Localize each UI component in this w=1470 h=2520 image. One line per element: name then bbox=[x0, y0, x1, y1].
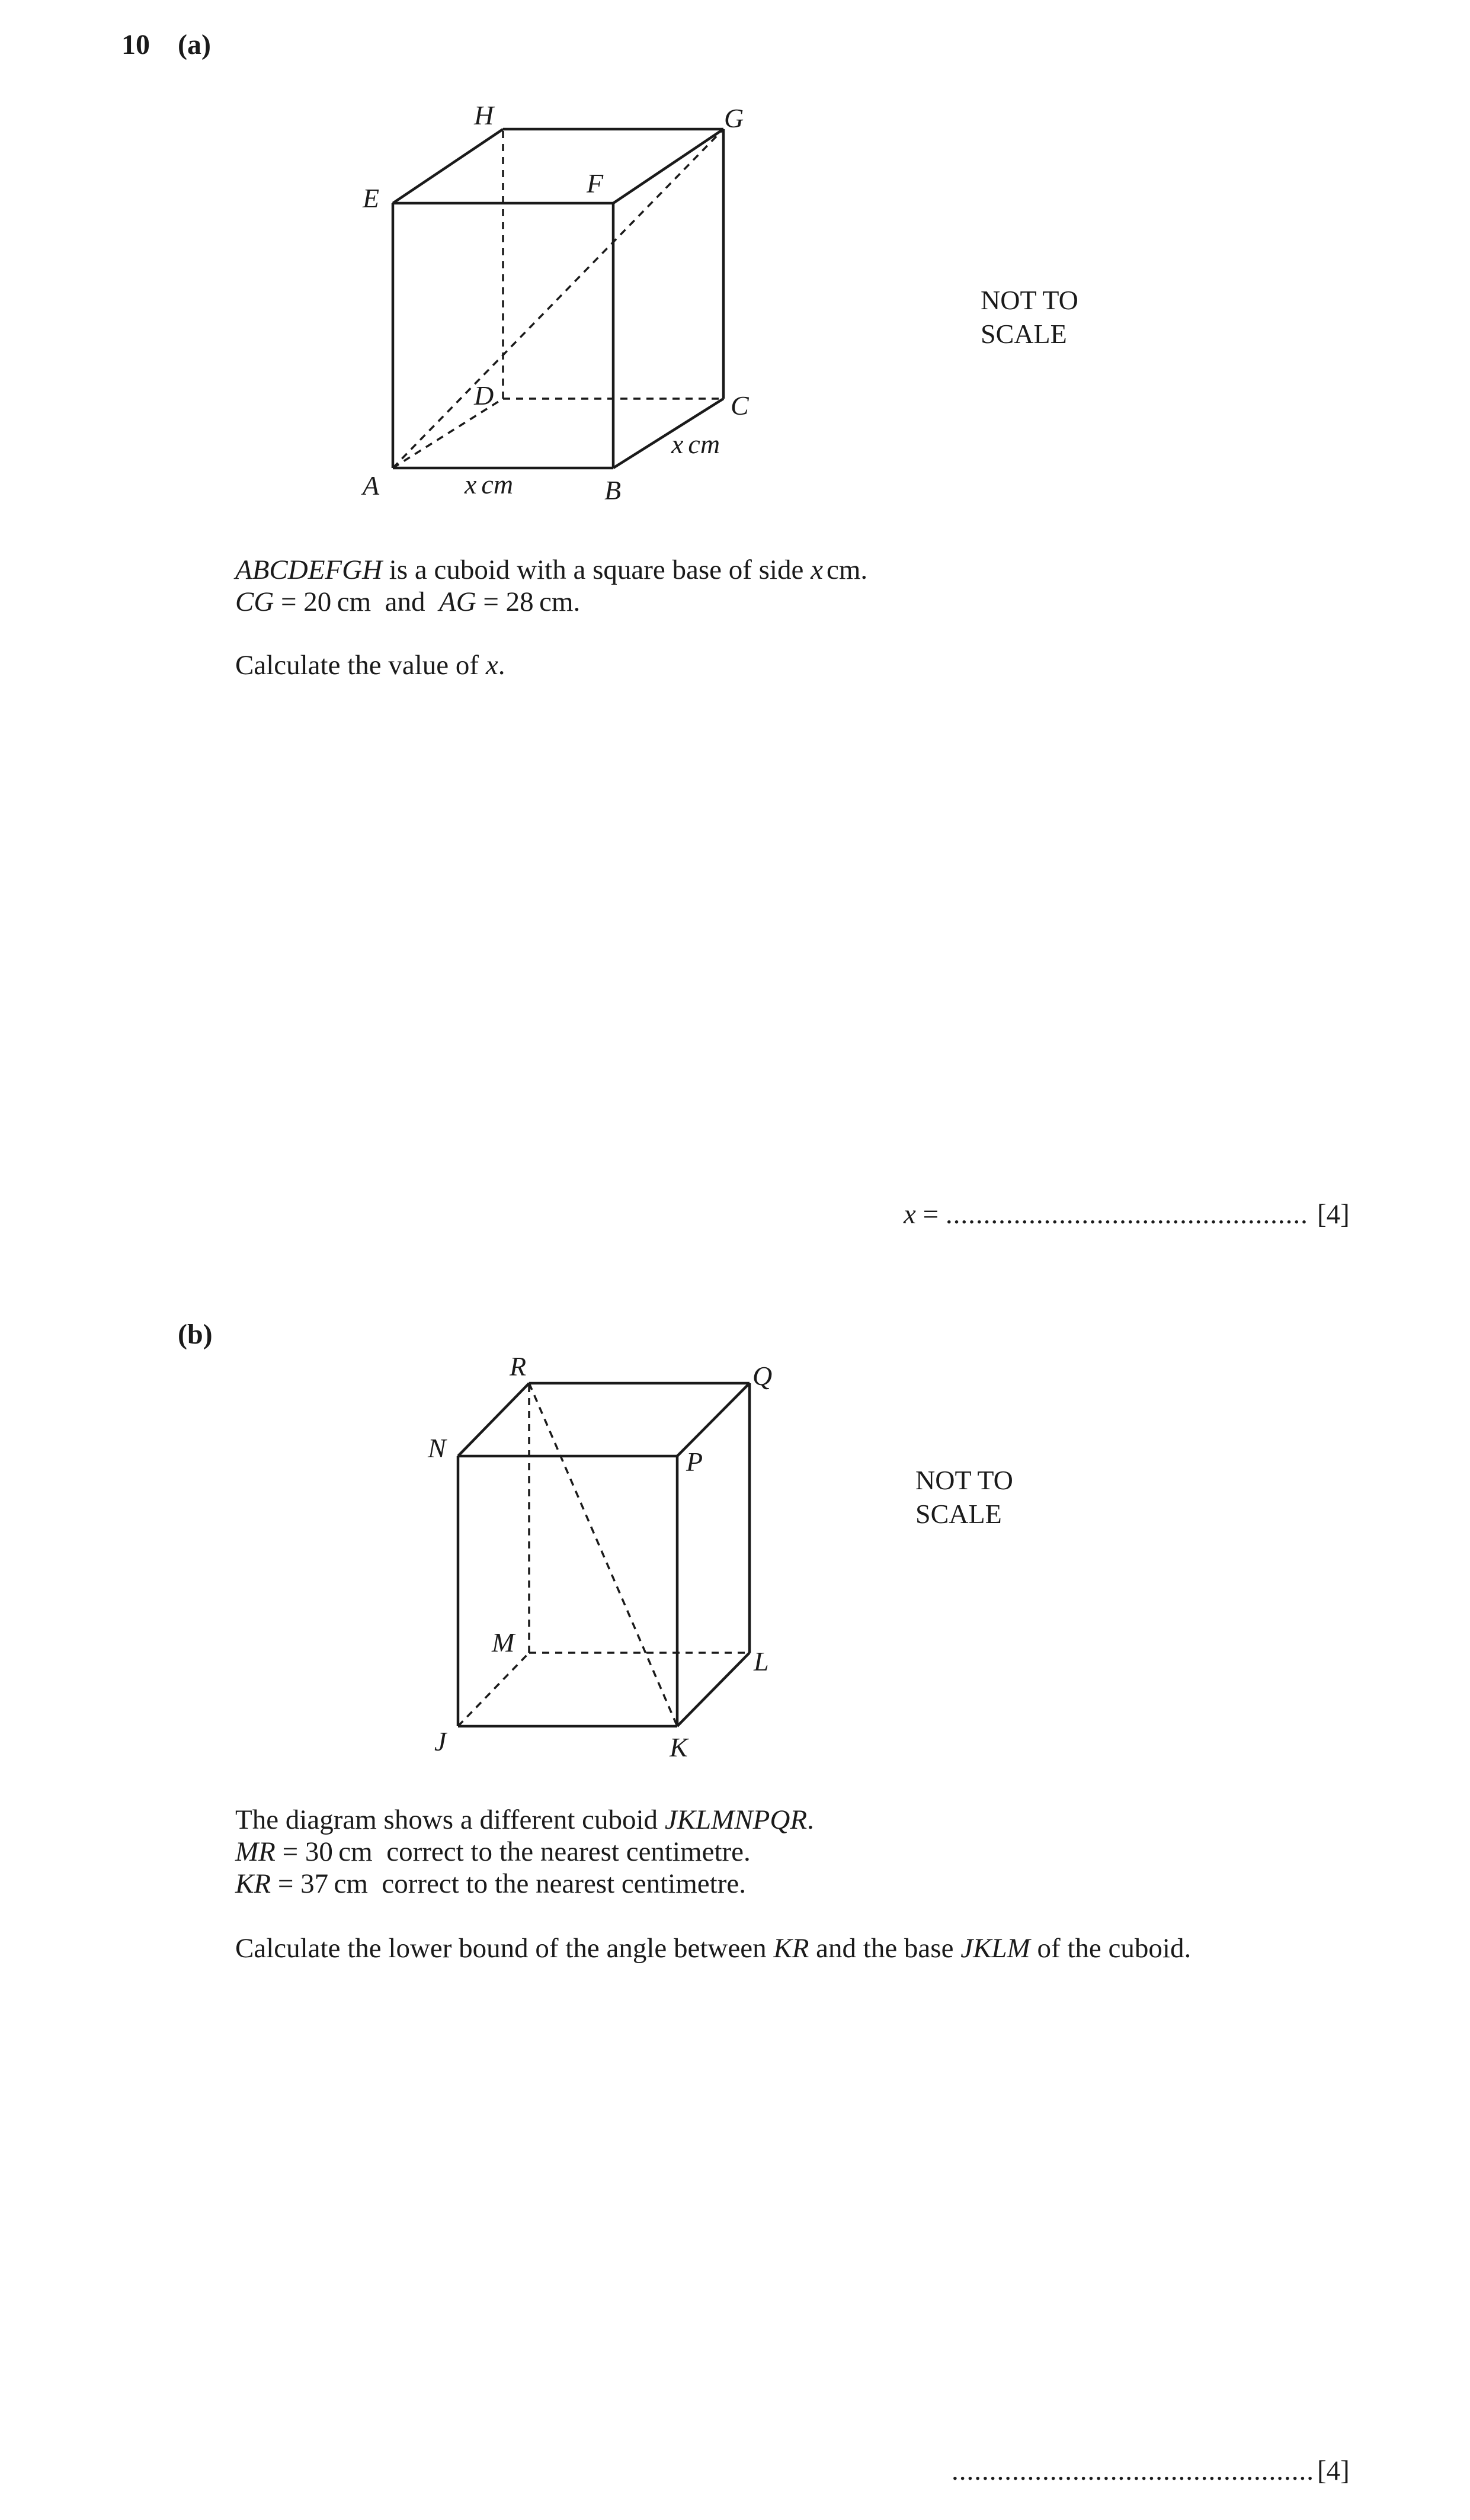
vertex-label-p: P bbox=[686, 1447, 703, 1477]
vertex-label-a: A bbox=[363, 470, 380, 501]
part-b-line-1: The diagram shows a different cuboid JKLMNPQR. bbox=[235, 1804, 814, 1835]
part-a-line-2: CG = 20 cm and AG = 28 cm. bbox=[235, 586, 581, 617]
answer-dots-a[interactable]: ................................................ bbox=[945, 1199, 1308, 1230]
edge-pq bbox=[677, 1383, 750, 1456]
answer-dots-b[interactable]: ................................................ bbox=[952, 2455, 1314, 2486]
question-number: 10 bbox=[121, 29, 150, 60]
vertex-label-j: J bbox=[434, 1726, 447, 1756]
part-b-line-2: MR = 30 cm correct to the nearest centimetre. bbox=[235, 1836, 751, 1867]
vertex-label-k: K bbox=[670, 1732, 688, 1762]
vertex-label-g: G bbox=[724, 103, 744, 133]
edge-eh bbox=[393, 129, 503, 203]
cuboid-abcdefgh-diagram bbox=[0, 0, 1470, 533]
vertex-label-r: R bbox=[510, 1351, 527, 1381]
cuboid-jklmnpqr-diagram bbox=[0, 1333, 1470, 1783]
part-a-line-1: ABCDEFGH is a cuboid with a square base of side x cm. bbox=[235, 554, 868, 585]
vertex-label-d: D bbox=[474, 380, 494, 411]
part-b-instruction: Calculate the lower bound of the angle between KR and the base JKLM of the cuboid. bbox=[235, 1933, 1192, 1964]
vertex-label-e: E bbox=[363, 183, 380, 213]
part-a-label: (a) bbox=[178, 29, 211, 60]
part-b-line-3: KR = 37 cm correct to the nearest centimetre. bbox=[235, 1868, 746, 1899]
hidden-edge-jm bbox=[458, 1653, 529, 1726]
vertex-label-f: F bbox=[587, 168, 604, 198]
edge-nr bbox=[458, 1383, 529, 1456]
not-to-scale-note-a: NOT TO SCALE bbox=[981, 285, 1078, 349]
part-a-instruction: Calculate the value of x. bbox=[235, 650, 505, 681]
side-label-ab: x cm bbox=[465, 469, 514, 499]
edge-kl bbox=[677, 1653, 750, 1726]
vertex-label-m: M bbox=[492, 1627, 515, 1657]
part-a-answer-line[interactable]: x = ................................................ bbox=[904, 1199, 1308, 1230]
vertex-label-n: N bbox=[428, 1433, 446, 1463]
part-b-label: (b) bbox=[178, 1319, 213, 1350]
not-to-scale-note-b: NOT TO SCALE bbox=[915, 1465, 1013, 1529]
side-label-bc: x cm bbox=[671, 429, 720, 459]
vertex-label-q: Q bbox=[752, 1361, 773, 1391]
edge-fg bbox=[613, 129, 723, 203]
vertex-label-b: B bbox=[604, 475, 622, 505]
diagonal-rk bbox=[529, 1383, 677, 1726]
vertex-label-h: H bbox=[474, 100, 494, 130]
part-b-marks: [4] bbox=[1317, 2455, 1350, 2486]
diagonal-ag bbox=[393, 129, 723, 468]
vertex-label-l: L bbox=[754, 1646, 769, 1676]
part-a-marks: [4] bbox=[1317, 1199, 1350, 1230]
vertex-label-c: C bbox=[731, 390, 749, 421]
